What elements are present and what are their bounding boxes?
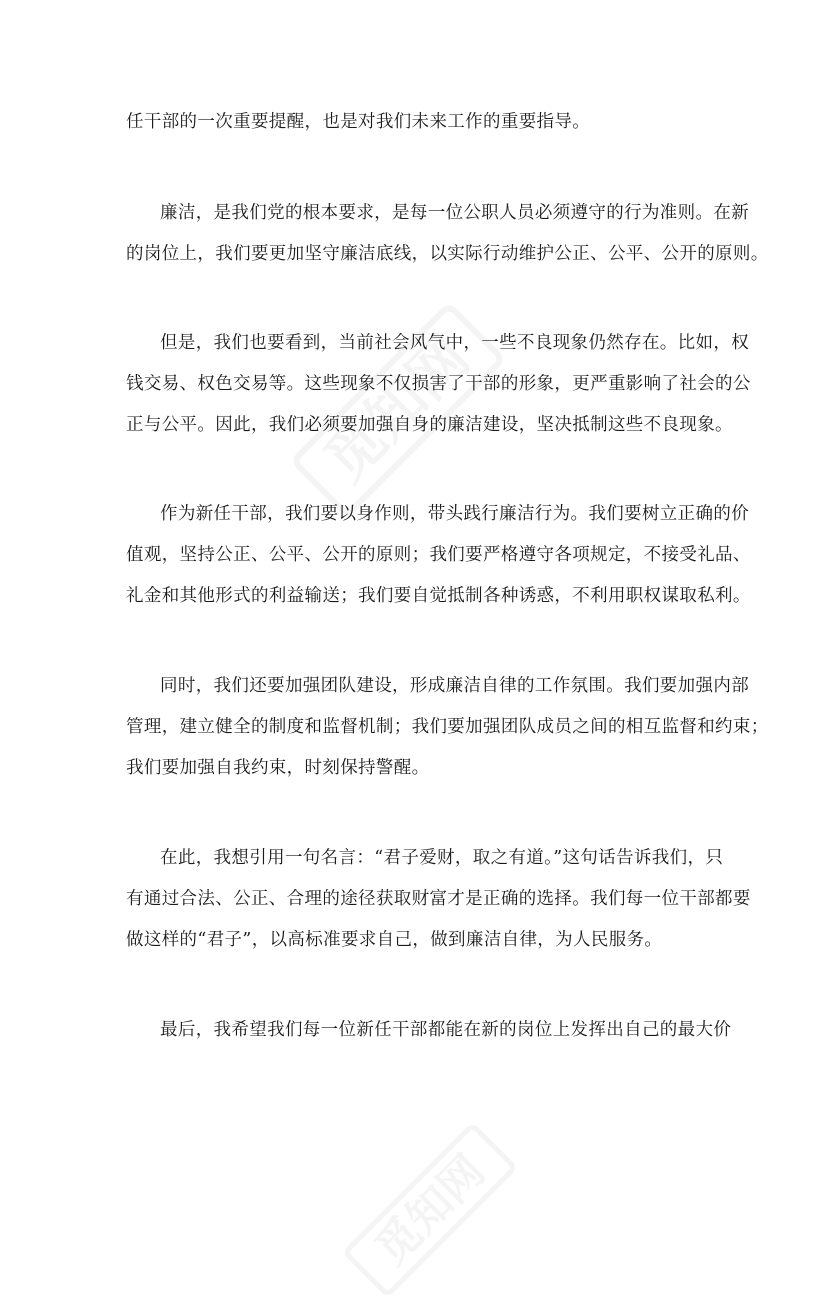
body-text-line: 在此，我想引用一句名言：“君子爱财，取之有道。”这句话告诉我们，只 — [160, 848, 724, 868]
watermark-text: 觅知网 — [311, 323, 483, 495]
body-text-line: 同时，我们还要加强团队建设，形成廉洁自律的工作氛围。我们要加强内部 — [160, 676, 750, 696]
body-text-line: 管理，建立健全的制度和监督机制；我们要加强团队成员之间的相互监督和约束； — [126, 717, 769, 737]
watermark-stamp — [268, 280, 528, 540]
watermark-stamp-bottom — [330, 1110, 530, 1276]
body-text-line: 有通过合法、公正、合理的途径获取财富才是正确的选择。我们每一位干部都要 — [126, 889, 751, 909]
body-text-line: 但是，我们也要看到，当前社会风气中，一些不良现象仍然存在。比如，权 — [160, 333, 750, 353]
body-text-line: 廉洁，是我们党的根本要求，是每一位公职人员必须遵守的行为准则。在新 — [160, 203, 750, 223]
body-text-line: 做这样的“君子”，以高标准要求自己，做到廉洁自律，为人民服务。 — [126, 930, 663, 950]
watermark-text-bottom: 觅知网 — [365, 1145, 496, 1276]
body-text-line: 礼金和其他形式的利益输送；我们要自觉抵制各种诱惑，不利用职权谋取私利。 — [126, 586, 751, 606]
body-text-line: 任干部的一次重要提醒，也是对我们未来工作的重要指导。 — [126, 112, 591, 132]
body-text-line: 我们要加强自我约束，时刻保持警醒。 — [126, 758, 430, 778]
body-text-line: 作为新任干部，我们要以身作则，带头践行廉洁行为。我们要树立正确的价 — [160, 504, 750, 524]
body-text-line: 的岗位上，我们要更加坚守廉洁底线，以实际行动维护公正、公平、公开的原则。 — [126, 244, 769, 264]
body-text-line: 钱交易、权色交易等。这些现象不仅损害了干部的形象，更严重影响了社会的公 — [126, 374, 751, 394]
body-text-line: 最后，我希望我们每一位新任干部都能在新的岗位上发挥出自己的最大价 — [160, 1020, 732, 1040]
body-text-line: 正与公平。因此，我们必须要加强自身的廉洁建设，坚决抵制这些不良现象。 — [126, 415, 733, 435]
body-text-line: 值观，坚持公正、公平、公开的原则；我们要严格遵守各项规定，不接受礼品、 — [126, 545, 751, 565]
